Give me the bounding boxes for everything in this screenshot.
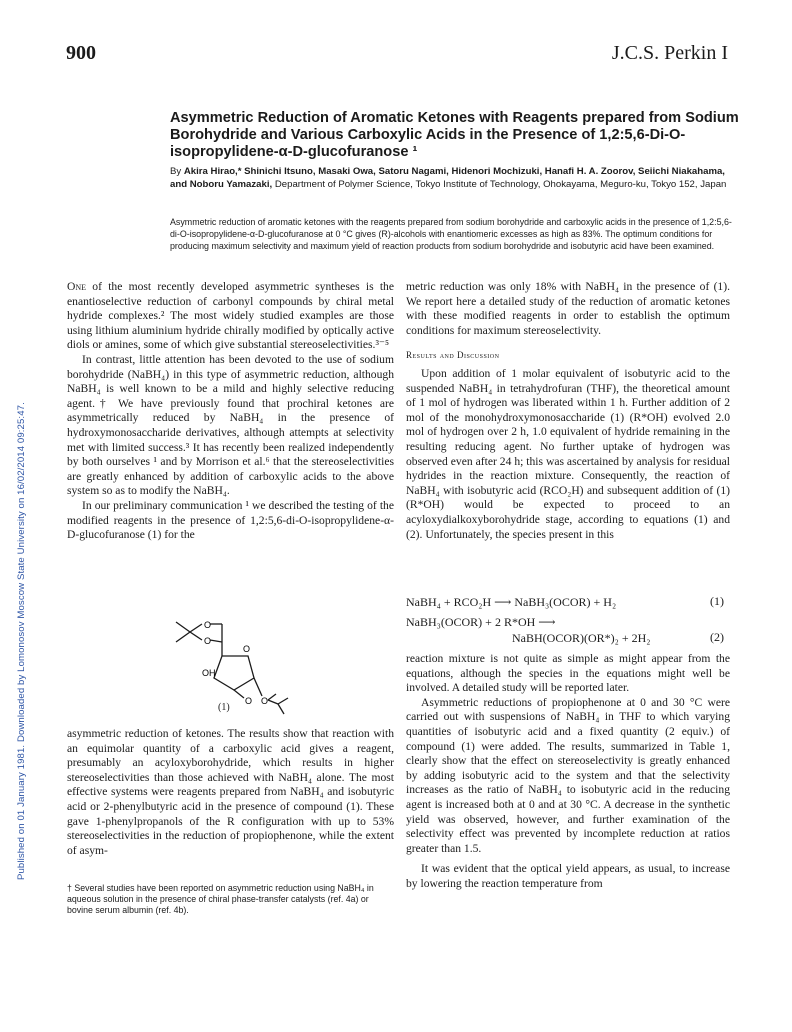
compound-label: (1) xyxy=(218,702,230,713)
ring-oxygen-5: O xyxy=(245,696,253,706)
paragraph-propiophenone: Asymmetric reductions of propiophenone at 0 and 30 °C were carried out with suspensions of NaBH₄ in THF to which varying quantities of isobutyric acid and a fixed quantity (2 equiv.) of compound (1) were added. The results, summarized in Table 1, clearly show that the effect on stereoselectivity is greatly enhanced by adding isobutyric acid to the system and that the selectivity increases as the ratio of NaBH₄ to isobutyric acid in the reducing agent is increased both at 0 and at 30 °C. A decrease in the synthetic yield was observed, however, and further examination of the selectivity effect was prevented by incomplete reduction at ratios greater than 1.5. xyxy=(406,695,730,855)
equation-1: NaBH₄ + RCO₂H ⟶ NaBH₃(OCOR) + H₂ xyxy=(406,595,617,609)
equation-1-number: (1) xyxy=(710,594,724,608)
page-number: 900 xyxy=(66,42,96,64)
section-heading: Results and Discussion xyxy=(406,350,500,361)
by-label: By xyxy=(170,166,182,177)
journal-name: J.C.S. Perkin I xyxy=(611,42,728,64)
download-watermark xyxy=(4,160,27,880)
paragraph-temperature: It was evident that the optical yield appears, as usual, to increase by lowering the reaction temperature from xyxy=(406,862,730,890)
author-block xyxy=(170,166,736,191)
hydroxyl-label: OH xyxy=(202,668,216,678)
ring-oxygen-2: O xyxy=(204,636,212,646)
paragraph-results-preview: asymmetric reduction of ketones. The results show that reaction with an equimolar quantity of a carboxylic acid gives a reagent, presumably an acyloxyborohydride, which results in higher stereoselectivities than those achieved with NaBH₄ alone. The most effective systems were reagents prepared from NaBH₄ and isobutyric acid or 2-phenylbutyric acid in the presence of compound (1). These gave 1-phenylpropanols of the R configuration with up to 53% stereoselectivities in the reduction of propiophenone, while the extent of asym- xyxy=(67,727,394,857)
footnote: † Several studies have been reported on asymmetric reduction using NaBH₄ in aqueous solution in the presence of chiral phase-transfer catalysts (ref. 4a) or bovine serum albumin (ref. 4b). xyxy=(67,883,374,915)
paragraph-mixture: reaction mixture is not quite as simple as might appear from the equations, although the species in the equations might well be involved. A detailed study will be reported later. xyxy=(406,652,730,695)
download-watermark-text: Published on 01 January 1981. Downloaded by Lomonosov Moscow State University on 16/02/2014 09:25:47. xyxy=(16,402,27,880)
left-column-bottom xyxy=(67,727,394,858)
paragraph-continuation: metric reduction was only 18% with NaBH₄ in the presence of (1). We report here a detailed study of the reduction of aromatic ketones with these modified reagents in order to establish the optimum conditions for maximum stereoselectivity. xyxy=(406,280,730,337)
intro-lead-word: One xyxy=(67,280,87,293)
ring-oxygen-3: O xyxy=(243,644,251,654)
article-title: Asymmetric Reduction of Aromatic Ketones with Reagents prepared from Sodium Borohydride and Various Carboxylic Acids in the Presence of 1,2:5,6-Di-O-isopropylidene-α-D-glucofuranose ¹ xyxy=(170,110,739,160)
abstract: Asymmetric reduction of aromatic ketones with the reagents prepared from sodium borohydride and carboxylic acids in the presence of 1,2:5,6-di-O-isopropylidene-α-D-glucofuranose at 0 °C gives (R)-alcohols with enantiomeric excesses as high as 83%. The optimum conditions for producing maximum selectivity and maximum yield of reaction products from sodium borohydride and isobutyric acid have been examined. xyxy=(170,217,732,251)
paragraph-nabh4: In contrast, little attention has been devoted to the use of sodium borohydride (NaBH₄) in this type of asymmetric reduction, although NaBH₄ is well known to be a mild and highly selective reducing agent.† We have previously found that prochiral ketones are asymmetrically reduced by NaBH₄ in the presence of hydroxymonosaccharide derivatives, although attempts at selectivity met with limited success.³ It has recently been realized independently by both ourselves ¹ and by Morrison et al.⁶ that the stereoselectivities are greatly enhanced by addition of carboxylic acids to the above system so as to modify the NaBH₄. xyxy=(67,352,394,498)
intro-text: of the most recently developed asymmetric syntheses is the enantioselective reduction of carbonyl compounds by chiral metal hydride complexes.² The most widely studied examples are those using lithium aluminium hydride chirally modified by optically active diols or amines, some of which give substantial stereoselectivities.³⁻⁵ xyxy=(67,280,394,352)
author-list: Akira Hirao,* Shinichi Itsuno, Masaki Owa, Satoru Nagami, Hidenori Mochizuki, Hanafi H. A. Zoorov, Seiichi Niakahama, and Noboru Yamazaki, xyxy=(170,166,725,190)
equation-2-number: (2) xyxy=(710,630,724,644)
ring-oxygen-4: O xyxy=(261,696,269,706)
paragraph-hydrogen: Upon addition of 1 molar equivalent of isobutyric acid to the suspended NaBH₄ in tetrahydrofuran (THF), the theoretical amount of 1 mol of hydrogen was liberated within 1 h. Further addition of 2 mol of the monohydroxymonosaccharide (1) (R*OH) evolved 2.0 mol of hydrogen over 2 h, 1.0 equivalent of hydride remaining in the resulting reducing agent. No further uptake of hydrogen was observed even after 24 h; this was ascertained by analysis for residual hydrides in the reaction mixture. Consequently, the reaction of NaBH₄ with isobutyric acid (RCO₂H) and subsequent addition of (1) (R*OH) would be expected to proceed to an acyloxydialkoxyborohydride stage, according to equations (1) and (2). Unfortunately, the species present in this xyxy=(406,366,730,541)
affiliation: Department of Polymer Science, Tokyo Institute of Technology, Ohokayama, Meguro-ku, Tokyo 152, Japan xyxy=(274,178,727,190)
left-column-top xyxy=(67,280,394,543)
intro-paragraph xyxy=(67,280,394,353)
glucofuranose-structure xyxy=(168,620,298,716)
equation-2-left: NaBH₃(OCOR) + 2 R*OH ⟶ xyxy=(406,615,556,629)
equation-2-right: NaBH(OCOR)(OR*)₂ + 2H₂ xyxy=(512,631,651,645)
right-column-bottom xyxy=(406,652,730,892)
paragraph-preliminary: In our preliminary communication ¹ we described the testing of the modified reagents in the presence of 1,2:5,6-di-O-isopropylidene-α-D-glucofuranose (1) for the xyxy=(67,498,394,542)
ring-oxygen-1: O xyxy=(204,620,212,630)
right-column-top xyxy=(406,280,730,542)
